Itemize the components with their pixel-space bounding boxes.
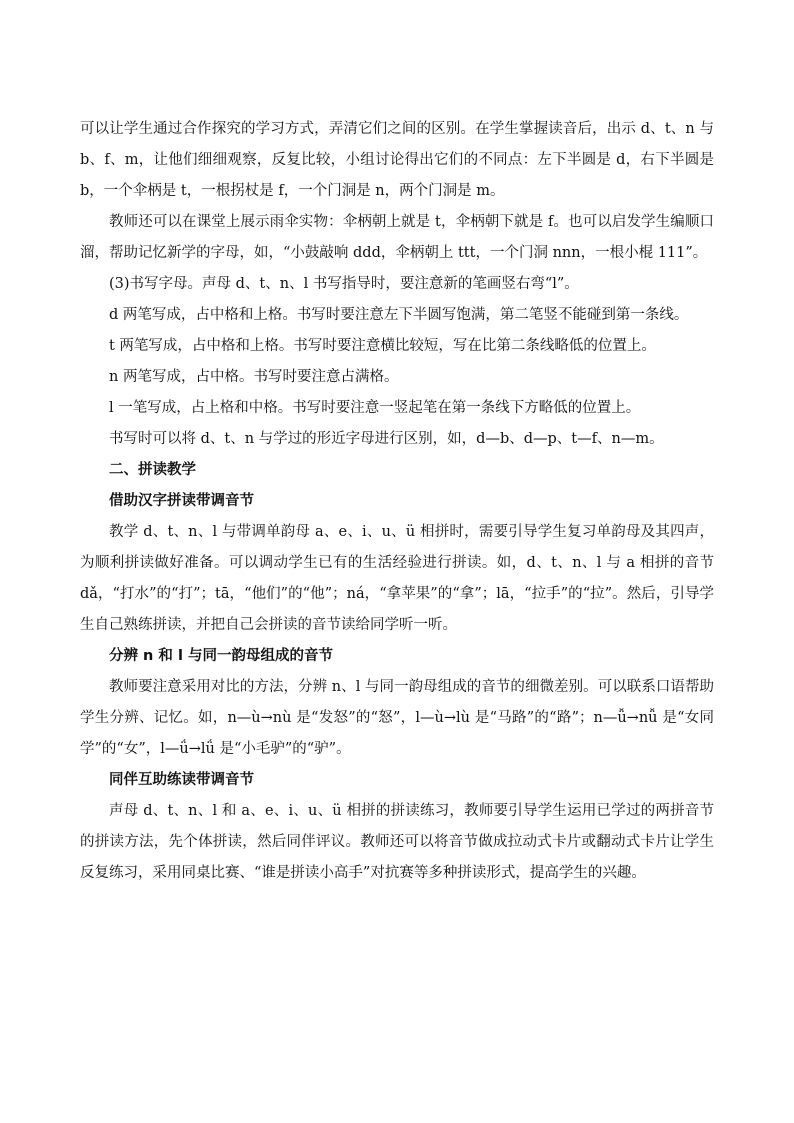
subsection-heading: 同伴互助练读带调音节: [109, 772, 254, 788]
paragraph: 教师还可以在课堂上展示雨伞实物：伞柄朝上就是 t，伞柄朝下就是 f。也可以启发学生编顺口溜，帮助记忆新学的字母，如，“小鼓敲响 ddd，伞柄朝上 ttt，一个门洞 nnn，一根小棍 111”。: [80, 214, 714, 261]
paragraph: 书写时可以将 d、t、n 与学过的形近字母进行区别，如，d—b、d—p、t—f、n—m。: [109, 431, 664, 447]
paragraph: 声母 d、t、n、l 和 a、e、i、u、ü 相拼的拼读练习，教师要引导学生运用已学过的两拼音节的拼读方法，先个体拼读，然后同伴评议。教师还可以将音节做成拉动式卡片或翻动式卡片让学生反复练习，采用同桌比赛、“谁是拼读小高手”对抗赛等多种拼读形式，提高学生的兴趣。: [80, 803, 714, 881]
paragraph: (3)书写字母。声母 d、t、n、l 书写指导时，要注意新的笔画竖右弯“l”。: [109, 276, 579, 292]
section-heading: 二、拼读教学: [109, 462, 196, 478]
paragraph: 教师要注意采用对比的方法，分辨 n、l 与同一韵母组成的音节的细微差别。可以联系口语帮助学生分辨、记忆。如，n—ù→nù 是“发怒”的“怒”，l—ù→lù 是“马路”的“路”；n—ǚ→nǚ 是“女同学”的“女”，l—ǘ→lǘ 是“小毛驴”的“驴”。: [80, 679, 714, 757]
paragraph: 教学 d、t、n、l 与带调单韵母 a、e、i、u、ü 相拼时，需要引导学生复习单韵母及其四声，为顺利拼读做好准备。可以调动学生已有的生活经验进行拼读。如，d、t、n、l 与 a 相拼的音节 dǎ，“打水”的“打”；tā，“他们”的“他”；ná，“拿苹果”的“拿”；lā，“拉手”的“拉”。然后，引导学生自己熟练拼读，并把自己会拼读的音节读给同学听一听。: [80, 524, 714, 633]
paragraph: 可以让学生通过合作探究的学习方式，弄清它们之间的区别。在学生掌握读音后，出示 d、t、n 与 b、f、m，让他们细细观察，反复比较，小组讨论得出它们的不同点：左下半圆是 d，右下半圆是 b，一个伞柄是 t，一根拐杖是 f，一个门洞是 n，两个门洞是 m。: [80, 121, 714, 199]
subsection-heading: 分辨 n 和 l 与同一韵母组成的音节: [109, 648, 333, 664]
subsection-heading: 借助汉字拼读带调音节: [109, 493, 254, 509]
document-body: [80, 114, 714, 889]
paragraph: t 两笔写成，占中格和上格。书写时要注意横比较短，写在比第二条线略低的位置上。: [109, 338, 656, 354]
paragraph: l 一笔写成，占上格和中格。书写时要注意一竖起笔在第一条线下方略低的位置上。: [109, 400, 641, 416]
paragraph: n 两笔写成，占中格。书写时要注意占满格。: [109, 369, 399, 385]
paragraph: d 两笔写成，占中格和上格。书写时要注意左下半圆写饱满，第二笔竖不能碰到第一条线。: [109, 307, 689, 323]
